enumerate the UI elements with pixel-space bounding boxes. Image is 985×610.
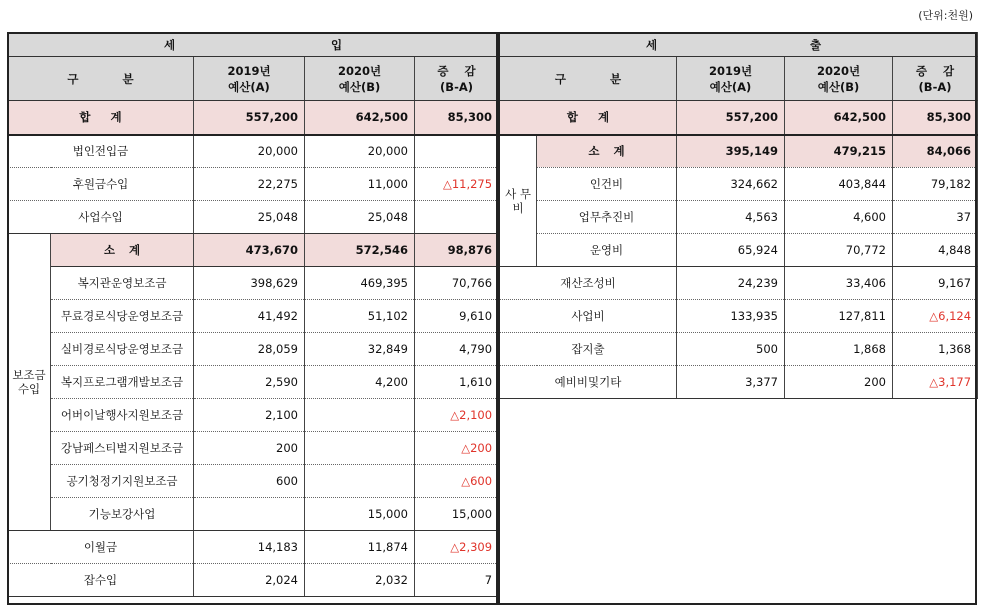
table-row: 후원금수입 22,275 11,000 △11,275 (8, 168, 499, 201)
table-row: 복지관운영보조금 398,629 469,395 70,766 (8, 267, 499, 300)
table-row: 강남페스티벌지원보조금 200 △200 (8, 432, 499, 465)
income-title-right: 입 (330, 37, 343, 52)
income-total-2020: 642,500 (305, 101, 415, 135)
expense-col-diff: 증 감 (B-A) (893, 57, 978, 101)
income-total-row (8, 101, 499, 135)
expense-col-2020: 2020년 예산(B) (785, 57, 893, 101)
expense-total-label: 합 계 (500, 101, 677, 135)
income-total-2019: 557,200 (194, 101, 305, 135)
table-row: 예비비및기타 3,377 200 △3,177 (500, 366, 978, 399)
expense-title-right: 출 (809, 37, 822, 52)
table-row: 잡지출 500 1,868 1,368 (500, 333, 978, 366)
expense-header-row (500, 57, 978, 101)
table-row: 어버이날행사지원보조금 2,100 △2,100 (8, 399, 499, 432)
table-row: 복지프로그램개발보조금 2,590 4,200 1,610 (8, 366, 499, 399)
table-row: 운영비 65,924 70,772 4,848 (500, 234, 978, 267)
expense-total-2019: 557,200 (677, 101, 785, 135)
table-row: 공기청정기지원보조금 600 △600 (8, 465, 499, 498)
income-col-2019: 2019년 예산(A) (194, 57, 305, 101)
income-col-category: 구 분 (8, 57, 194, 101)
table-row: 무료경로식당운영보조금 41,492 51,102 9,610 (8, 300, 499, 333)
income-total-diff: 85,300 (415, 101, 499, 135)
expense-col-category: 구 분 (500, 57, 677, 101)
table-row: 재산조성비 24,239 33,406 9,167 (500, 267, 978, 300)
expense-title-left: 세 (646, 37, 658, 52)
table-row: 사업비 133,935 127,811 △6,124 (500, 300, 978, 333)
table-row: 업무추진비 4,563 4,600 37 (500, 201, 978, 234)
expense-total-2020: 642,500 (785, 101, 893, 135)
table-row: 잡수입 2,024 2,032 7 (8, 564, 499, 597)
expense-title-row (500, 33, 978, 57)
expense-col-2019: 2019년 예산(A) (677, 57, 785, 101)
table-row: 인건비 324,662 403,844 79,182 (500, 168, 978, 201)
unit-label: (단위:천원) (918, 9, 973, 22)
subsidy-subtotal-row: 보조금 수입 소 계 473,670 572,546 98,876 (8, 234, 499, 267)
income-table (7, 32, 499, 597)
office-subtotal-row: 사 무 비 소 계 395,149 479,215 84,066 (500, 135, 978, 168)
expense-total-diff: 85,300 (893, 101, 978, 135)
subsidy-group-label: 보조금 수입 (8, 234, 51, 531)
expense-table (499, 32, 978, 399)
table-row: 이월금 14,183 11,874 △2,309 (8, 531, 499, 564)
table-row: 법인전입금 20,000 20,000 (8, 135, 499, 168)
income-title-row (8, 33, 499, 57)
table-row: 실비경로식당운영보조금 28,059 32,849 4,790 (8, 333, 499, 366)
expense-total-row (500, 101, 978, 135)
income-col-2020: 2020년 예산(B) (305, 57, 415, 101)
income-title-left: 세 (164, 37, 176, 52)
table-row: 사업수입 25,048 25,048 (8, 201, 499, 234)
table-row: 기능보강사업 15,000 15,000 (8, 498, 499, 531)
income-col-diff: 증 감 (B-A) (415, 57, 499, 101)
income-header-row (8, 57, 499, 101)
office-group-label: 사 무 비 (500, 135, 537, 267)
income-total-label: 합 계 (8, 101, 194, 135)
